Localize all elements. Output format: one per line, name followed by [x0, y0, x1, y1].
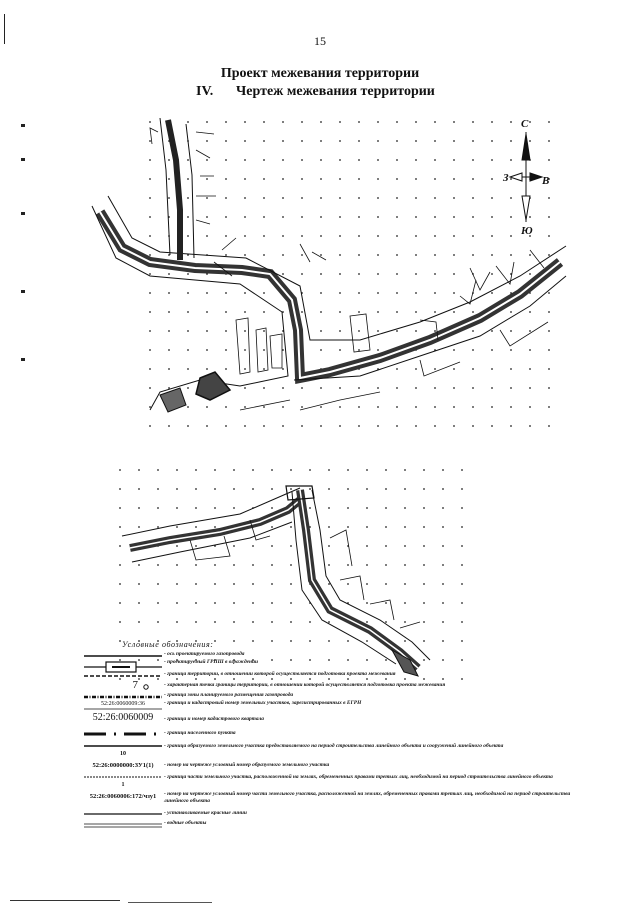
point-label: 7	[132, 679, 138, 691]
legend-text: - номер на чертеже условный номер образуемого земельного участка	[164, 762, 330, 768]
legend-text: - номер на чертеже условный номер части земельного участка, расположенной на землях, обремененных правами третьих лиц, необходимой на период строительства линейного объекта	[164, 791, 571, 804]
water-body-symbol	[82, 820, 164, 834]
legend-text: - устанавливаемые красные линии	[164, 810, 247, 816]
page-title: Проект межевания территории	[220, 66, 420, 81]
bottom-rule	[128, 902, 212, 903]
compass-west-label: З	[503, 172, 509, 184]
legend-text: - граница населенного пункта	[164, 730, 236, 736]
legend-text: - характерная точка границы территории, в отношении которой осуществляется подготовка проекта межевания	[164, 682, 446, 688]
legend-text: - граница и номер кадастрового квартала	[164, 716, 264, 722]
quarter-number-label: 52:26:0060009	[92, 712, 154, 723]
section-heading: Чертеж межевания территории	[236, 84, 435, 99]
upper-route-corridor	[92, 118, 566, 412]
legend-text: - граница зоны планируемого размещения газопровода	[164, 692, 294, 698]
conditional-number-label: 52:26:0000000:ЗУ1(1)	[92, 762, 154, 769]
compass-north-label: С	[521, 118, 529, 130]
legend-text: - водные объекты	[164, 820, 207, 826]
part-number-label: 1	[121, 782, 125, 788]
section-numeral: IV.	[196, 84, 214, 99]
legend-text: - граница образуемого земельного участка предоставляемого на период строительства линейного объекта и сооружений линейного объекта	[164, 743, 504, 749]
legend-text: - граница части земельного участка, расположенной на землях, обремененных правами третьих лиц, необходимой на период строительства линейного объекта	[164, 774, 553, 780]
legend-text: - граница территории, в отношении которой осуществляется подготовка проекта межевания	[164, 671, 396, 677]
legend-text: - ось проектируемого газопровода	[164, 651, 245, 657]
page-number: 15	[314, 34, 326, 48]
legend-text: - граница и кадастровый номер земельных участков, зарегистрированных в ЕГРН	[164, 700, 362, 706]
settlement-boundary-symbol	[82, 730, 164, 744]
bottom-rule	[10, 900, 120, 901]
legend-title: Условные обозначения:	[122, 640, 214, 649]
cadastral-number-label: 52:26:0060009:36	[100, 701, 145, 707]
compass-south-label: Ю	[521, 225, 533, 237]
legend-text: - проектируемый ГРПШ в ограждении	[164, 659, 259, 665]
north-arrow	[502, 118, 549, 237]
plot-number-label: 10	[120, 751, 126, 757]
part-conditional-label: 52:26:0060006:172/чзу1	[89, 793, 157, 800]
compass-east-label: В	[542, 175, 550, 187]
